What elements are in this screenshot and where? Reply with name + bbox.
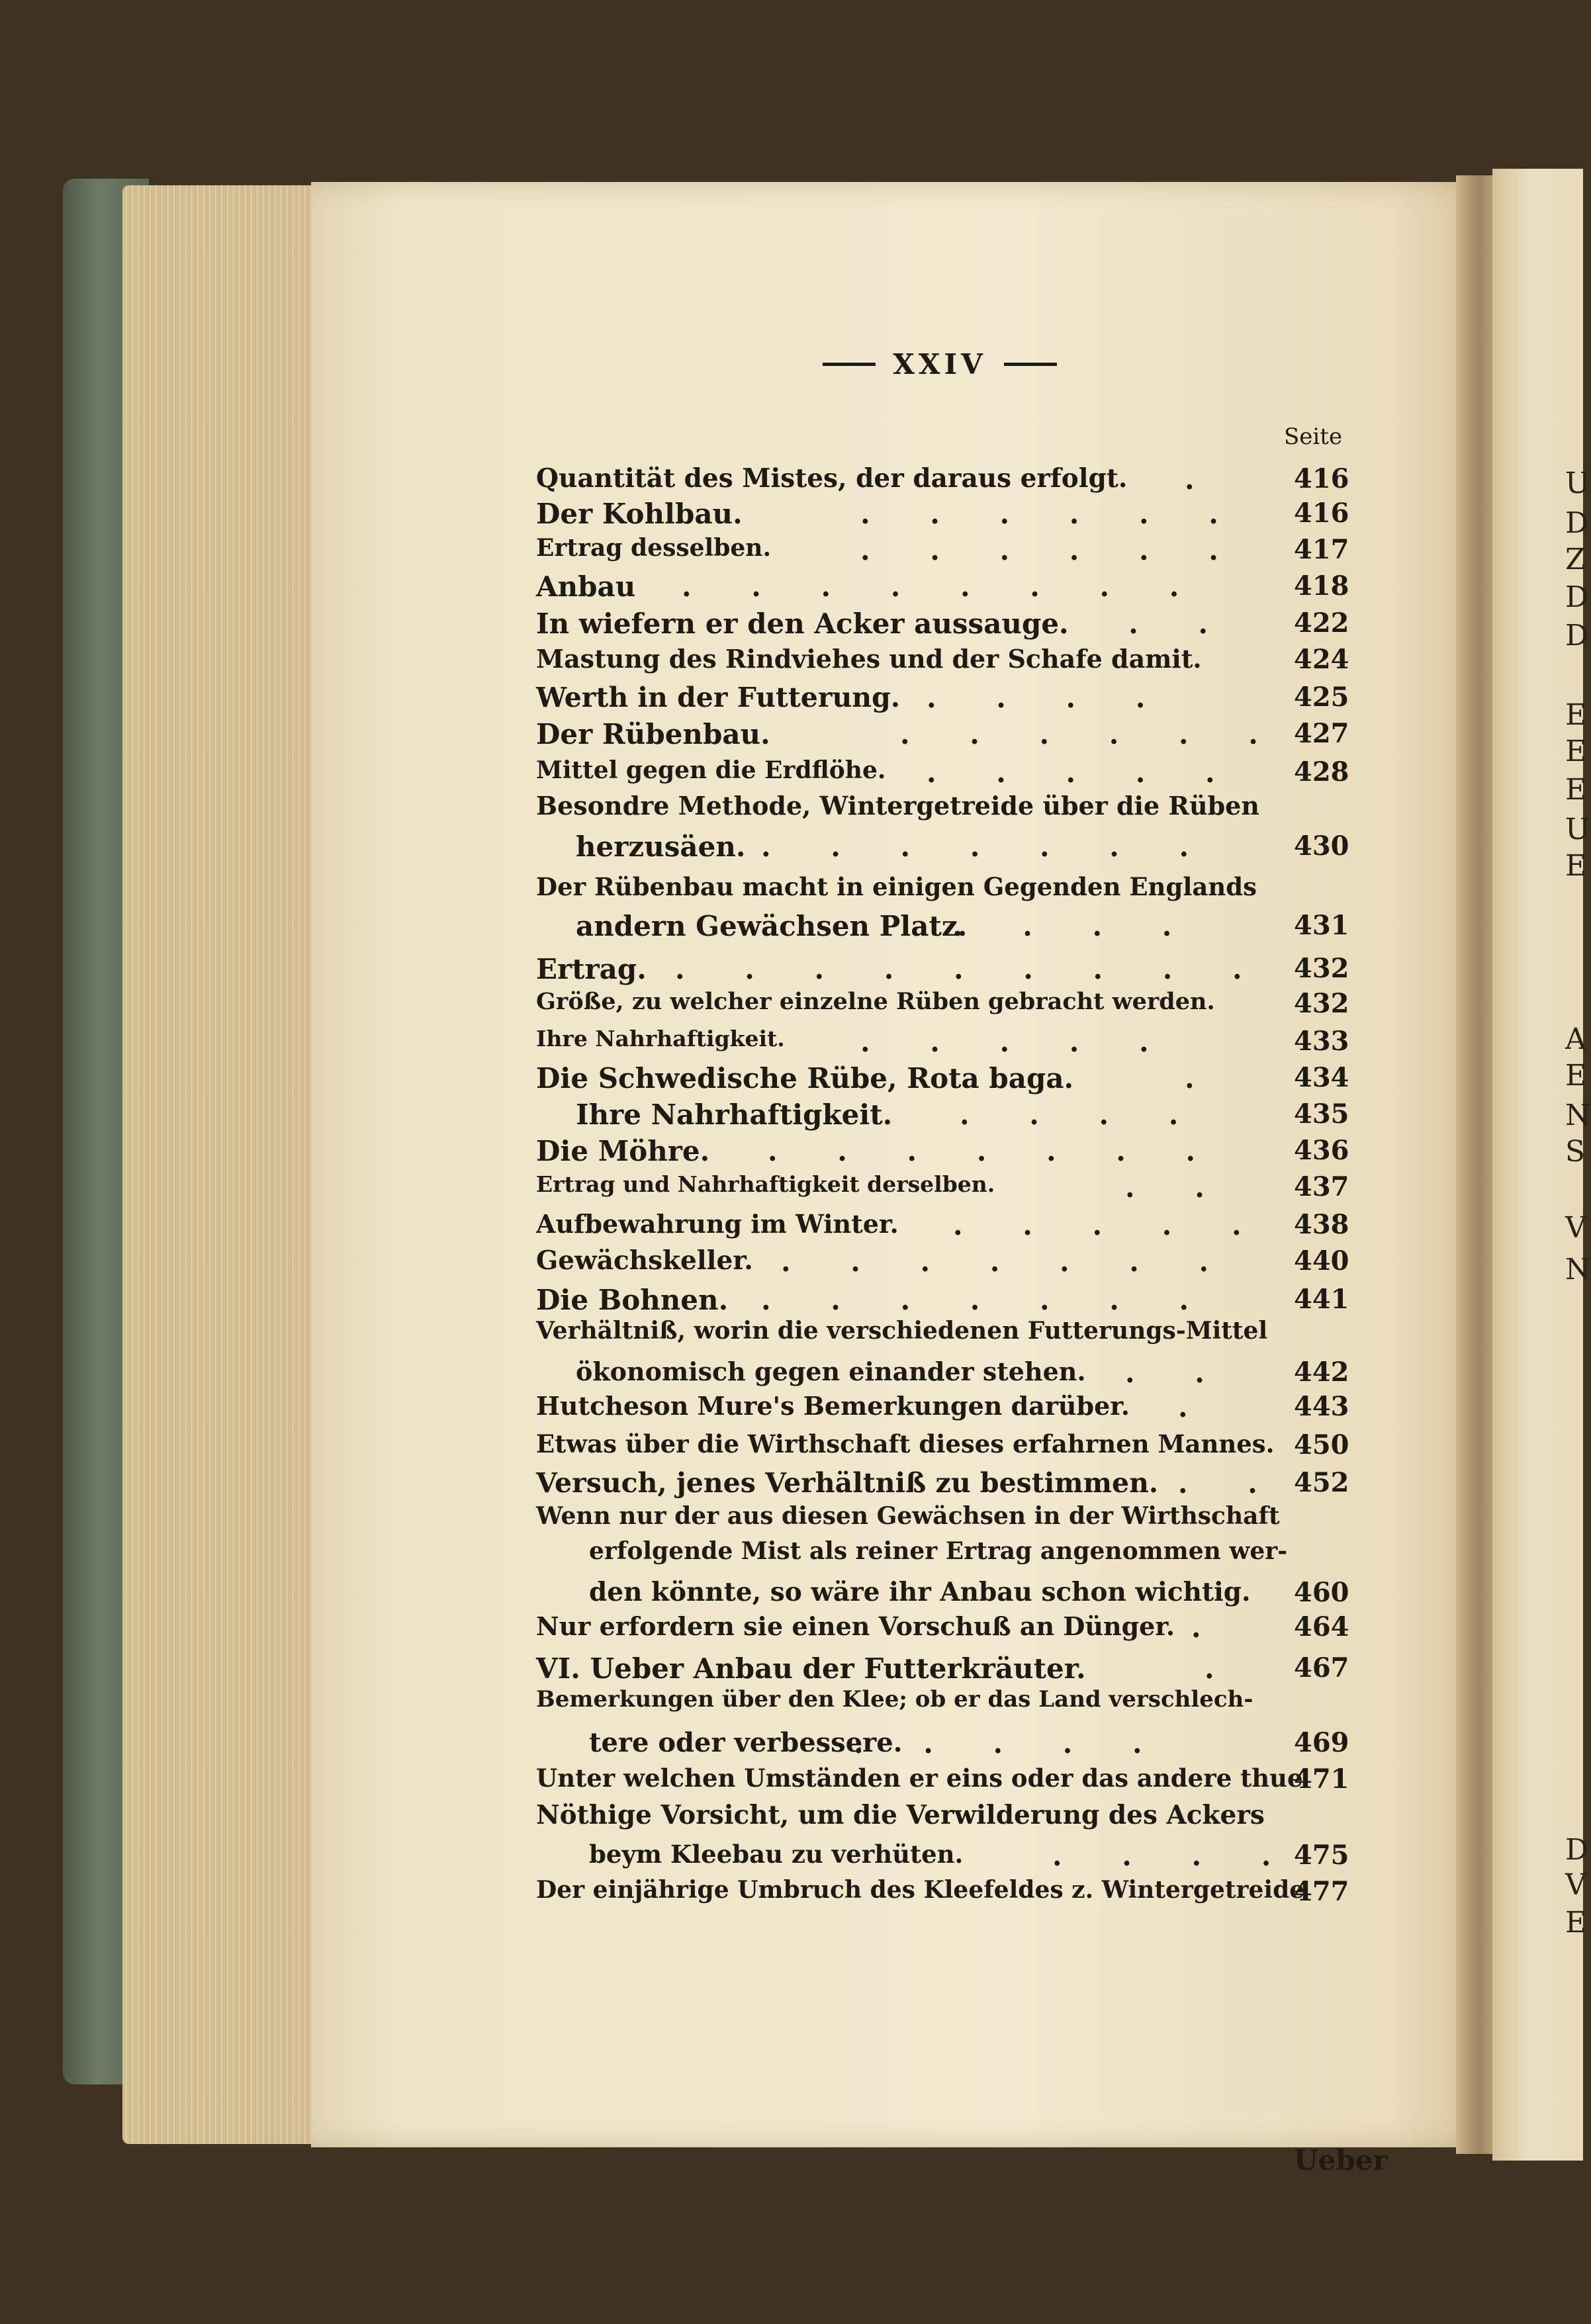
toc-page-number: 428 (1294, 756, 1349, 787)
toc-page-number: 460 (1294, 1577, 1349, 1608)
toc-entry (0, 1062, 1349, 1099)
facing-page-fragment: V (1565, 1211, 1586, 1245)
toc-entry (0, 1317, 1268, 1354)
toc-entry-title: Ihre Nahrhaftigkeit. (536, 1026, 785, 1051)
toc-leader-dots: . . . . . (927, 756, 1240, 789)
toc-entry-title: Anbau (536, 570, 636, 603)
toc-entry-title: Nur erfordern sie einen Vorschuß an Dünger. (536, 1611, 1175, 1641)
facing-page-fragment: E (1565, 1906, 1587, 1940)
facing-page-fragment: D (1565, 506, 1589, 540)
toc-entry-title: Der Rübenbau. (536, 718, 770, 750)
toc-leader-dots: . (1185, 1062, 1220, 1095)
toc-entry-title: Mittel gegen die Erdflöhe. (536, 756, 886, 784)
toc-entry-title: Verhältniß, worin die verschiedenen Futterungs-Mittel (536, 1317, 1268, 1345)
toc-entry (0, 1135, 1349, 1172)
toc-entry-title: Werth in der Futterung. (536, 682, 901, 713)
toc-leader-dots: . . . . (960, 1098, 1204, 1131)
toc-entry-title: Der Kohlbau. (536, 498, 743, 530)
toc-entry (0, 756, 1349, 793)
toc-page-number: 475 (1294, 1840, 1349, 1871)
toc-page-number: 431 (1294, 910, 1349, 941)
toc-leader-dots: . . . . . . (900, 718, 1283, 750)
facing-page-fragment: V (1565, 1868, 1586, 1902)
toc-leader-dots: . . . . (953, 910, 1197, 942)
toc-entry (0, 498, 1349, 535)
toc-entry-title: Nöthige Vorsicht, um die Verwilderung des Ackers (536, 1800, 1265, 1830)
toc-entry-title: Der einjährige Umbruch des Kleefeldes z. Wintergetreide (536, 1876, 1305, 1904)
toc-entry-title: Wenn nur der aus diesen Gewächsen in der Wirthschaft (536, 1502, 1280, 1530)
toc-page-number: 432 (1294, 988, 1349, 1019)
toc-entry (0, 910, 1349, 947)
toc-page-number: 437 (1294, 1171, 1349, 1202)
toc-entry (0, 1357, 1349, 1394)
toc-entry-title: beym Kleebau zu verhüten. (589, 1840, 964, 1869)
toc-entry (0, 718, 1349, 755)
toc-entry (0, 1537, 1288, 1574)
toc-leader-dots: . . . (1059, 607, 1234, 640)
toc-page-number: 464 (1294, 1611, 1349, 1642)
toc-leader-dots: . . . . . . . (781, 1245, 1234, 1278)
facing-page-fragment: A (1565, 1022, 1586, 1056)
toc-entry-title: ökonomisch gegen einander stehen. (576, 1357, 1086, 1386)
toc-entry (0, 1391, 1349, 1428)
toc-entry (0, 1026, 1349, 1063)
toc-entry (0, 830, 1349, 868)
facing-page-fragment: N (1565, 1253, 1591, 1286)
toc-entry-title: VI. Ueber Anbau der Futterkräuter. (536, 1652, 1086, 1685)
toc-leader-dots: . . . . . (860, 1026, 1174, 1058)
toc-entry (0, 1467, 1349, 1504)
toc-entry-title: Besondre Methode, Wintergetreide über die Rüben (536, 791, 1259, 821)
toc-leader-dots: . . . . . . . (768, 1135, 1221, 1167)
toc-page-number: 430 (1294, 830, 1349, 862)
toc-page-number: 425 (1294, 682, 1349, 713)
page-column-label: Seite (1284, 424, 1343, 450)
toc-leader-dots: . . . . (927, 682, 1171, 714)
toc-entry (0, 1727, 1349, 1764)
header-rule-right (1004, 363, 1057, 366)
toc-entry (0, 682, 1349, 719)
toc-entry (0, 1429, 1349, 1466)
toc-entry (0, 1686, 1253, 1723)
toc-entry-title: Die Möhre. (536, 1135, 710, 1167)
facing-page-fragment: E (1565, 849, 1587, 883)
toc-entry (0, 534, 1349, 571)
toc-page-number: 422 (1294, 607, 1349, 639)
toc-page-number: 452 (1294, 1467, 1349, 1498)
toc-page-number: 469 (1294, 1727, 1349, 1758)
toc-page-number: 438 (1294, 1209, 1349, 1240)
toc-entry (0, 570, 1349, 607)
toc-entry-title: Hutcheson Mure's Bemerkungen darüber. (536, 1391, 1130, 1421)
toc-leader-dots: . . . . . (953, 1209, 1267, 1241)
toc-entry (0, 1098, 1349, 1136)
facing-page-fragment: U (1565, 813, 1590, 846)
toc-entry-title: erfolgende Mist als reiner Ertrag angenommen wer- (589, 1537, 1288, 1565)
toc-entry-title: Etwas über die Wirthschaft dieses erfahrnen Mannes. (536, 1429, 1275, 1458)
toc-page-number: 450 (1294, 1429, 1349, 1460)
toc-entry (0, 1209, 1349, 1246)
toc-entry-title: Die Bohnen. (536, 1284, 729, 1316)
toc-page-number: 471 (1294, 1764, 1349, 1795)
toc-entry-title: Gewächskeller. (536, 1245, 753, 1276)
toc-entry-title: Ertrag. (536, 953, 647, 985)
toc-entry-title: Bemerkungen über den Klee; ob er das Land verschlech- (536, 1686, 1253, 1713)
toc-entry-title: tere oder verbessere. (589, 1727, 903, 1758)
toc-entry-title: Die Schwedische Rübe, Rota baga. (536, 1062, 1074, 1095)
toc-entry (0, 644, 1349, 681)
toc-page-number: 416 (1294, 498, 1349, 529)
toc-leader-dots: . (1205, 1652, 1240, 1685)
toc-leader-dots: . (1191, 1611, 1226, 1644)
toc-entry (0, 463, 1349, 500)
toc-page-number: 418 (1294, 570, 1349, 602)
toc-entry-title: Ihre Nahrhaftigkeit. (576, 1098, 893, 1131)
toc-entry-title: Ertrag und Nahrhaftigkeit derselben. (536, 1171, 995, 1197)
toc-page-number: 435 (1294, 1098, 1349, 1130)
toc-page-number: 477 (1294, 1876, 1349, 1907)
toc-entry-title: Der Rübenbau macht in einigen Gegenden Englands (536, 872, 1257, 901)
running-header (781, 344, 1099, 384)
toc-page-number: 433 (1294, 1026, 1349, 1057)
toc-entry (0, 1764, 1349, 1801)
facing-page-fragment: D (1565, 619, 1589, 652)
toc-entry (0, 1876, 1349, 1913)
facing-page-fragment: S (1565, 1135, 1586, 1169)
facing-page-fragment: U (1565, 467, 1590, 500)
toc-leader-dots: . . (1125, 1357, 1230, 1389)
toc-entry (0, 1171, 1349, 1208)
toc-leader-dots: . . . . . . . . (682, 570, 1205, 603)
toc-leader-dots: . . . . . (854, 1727, 1167, 1760)
facing-page-fragment: Z (1565, 543, 1586, 576)
toc-entry (0, 872, 1257, 909)
facing-page-fragment: E (1565, 773, 1587, 807)
toc-leader-dots: . . (1178, 1467, 1283, 1499)
toc-entry-title: Unter welchen Umständen er eins oder das andere thue (536, 1764, 1303, 1793)
toc-leader-dots: . (1185, 463, 1220, 496)
toc-page-number: 424 (1294, 644, 1349, 675)
facing-page-fragment: E (1565, 698, 1587, 732)
toc-leader-dots: . . . . . . . (761, 830, 1214, 863)
toc-entry-title: andern Gewächsen Platz. (576, 910, 968, 942)
toc-page-number: 440 (1294, 1245, 1349, 1276)
toc-entry (0, 1800, 1265, 1837)
facing-page-fragment: D (1565, 580, 1589, 614)
facing-page-fragment: E (1565, 1059, 1587, 1093)
facing-page-fragment: N (1565, 1098, 1591, 1132)
toc-entry-title: Größe, zu welcher einzelne Rüben gebracht werden. (536, 988, 1215, 1015)
toc-leader-dots: . (1178, 1391, 1213, 1423)
catchword: Ueber (1294, 2144, 1388, 2176)
page-folio: XXIV (893, 347, 987, 380)
toc-entry (0, 1652, 1349, 1689)
toc-entry (0, 1840, 1349, 1877)
toc-entry (0, 988, 1349, 1025)
facing-page-fragment: D (1565, 1833, 1589, 1867)
toc-page-number: 432 (1294, 953, 1349, 984)
toc-entry (0, 1577, 1349, 1614)
toc-entry (0, 1502, 1280, 1539)
toc-entry (0, 607, 1349, 645)
facing-page-fragment: E (1565, 735, 1587, 768)
toc-entry-title: Versuch, jenes Verhältniß zu bestimmen. (536, 1467, 1159, 1499)
toc-entry (0, 1284, 1349, 1321)
toc-page-number: 434 (1294, 1062, 1349, 1093)
toc-page-number: 443 (1294, 1391, 1349, 1422)
toc-page-number: 441 (1294, 1284, 1349, 1315)
toc-entry (0, 1611, 1349, 1648)
toc-page-number: 417 (1294, 534, 1349, 565)
header-rule-left (823, 363, 876, 366)
toc-leader-dots: . . . . . . (860, 534, 1244, 566)
toc-entry-title: Ertrag desselben. (536, 534, 772, 562)
toc-leader-dots: . . (1125, 1171, 1230, 1204)
toc-page-number: 427 (1294, 718, 1349, 749)
toc-entry-title: herzusäen. (576, 830, 746, 863)
toc-page-number: 442 (1294, 1357, 1349, 1388)
toc-leader-dots: . . . . (1052, 1840, 1296, 1872)
toc-entry (0, 791, 1259, 828)
toc-entry-title: Mastung des Rindviehes und der Schafe damit. (536, 644, 1202, 674)
toc-page-number: 467 (1294, 1652, 1349, 1683)
toc-page-number: 436 (1294, 1135, 1349, 1166)
toc-entry (0, 1245, 1349, 1282)
toc-leader-dots: . . . . . . . . . (675, 953, 1267, 985)
toc-entry-title: Quantität des Mistes, der daraus erfolgt. (536, 463, 1128, 494)
toc-leader-dots: . . . . . . (860, 498, 1244, 530)
toc-entry-title: In wiefern er den Acker aussauge. (536, 607, 1069, 640)
toc-page-number: 416 (1294, 463, 1349, 494)
toc-entry-title: Aufbewahrung im Winter. (536, 1209, 899, 1239)
toc-leader-dots: . . . . . . . (761, 1284, 1214, 1316)
toc-entry-title: den könnte, so wäre ihr Anbau schon wichtig. (589, 1577, 1251, 1607)
toc-entry (0, 953, 1349, 990)
